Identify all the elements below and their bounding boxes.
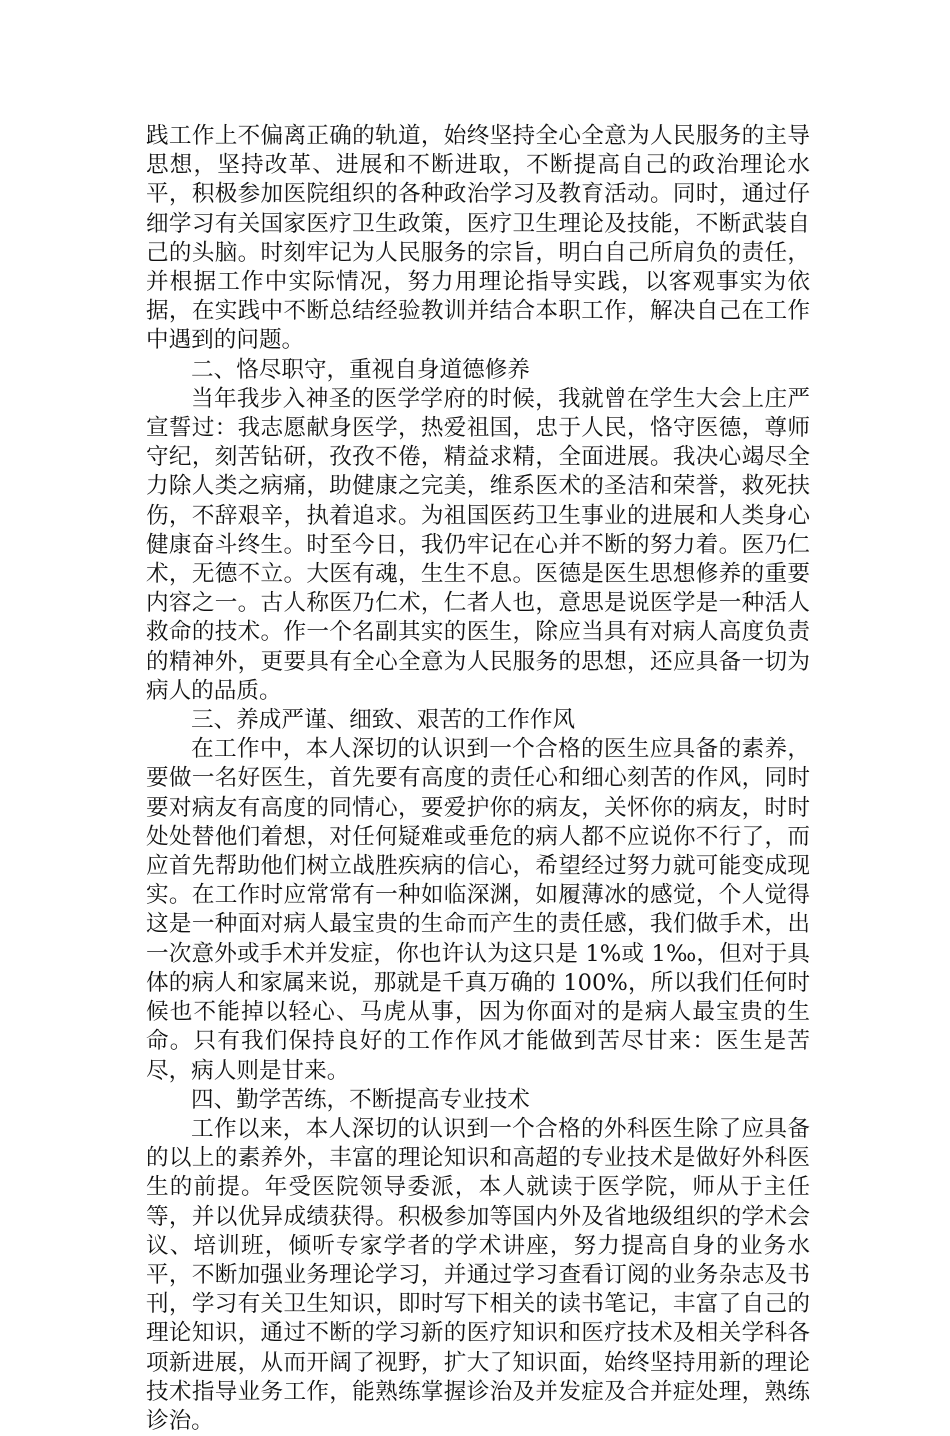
paragraph-section-4: 工作以来，本人深切的认识到一个合格的外科医生除了应具备的以上的素养外，丰富的理论知识和高超的专业技术是做好外科医生的前提。年受医院领导委派，本人就读于医学院，师从于主任等，并以优异成绩获得。积极参加等国内外及省地级组织的学术会议、培训班，倾听专家学者的学术讲座，努力提高自身的业务水平，不断加强业务理论学习，并通过学习查看订阅的业务杂志及书刊，学习有关卫生知识，即时写下相关的读书笔记，丰富了自己的理论知识，通过不断的学习新的医疗知识和医疗技术及相关学科各项新进展，从而开阔了视野，扩大了知识面，始终坚持用新的理论技术指导业务工作，能熟练掌握诊治及并发症及合并症处理，熟练诊治。: [146, 1115, 810, 1434]
section-heading-2: 二、恪尽职守，重视自身道德修养: [191, 356, 530, 383]
section-heading-3: 三、养成严谨、细致、艰苦的工作作风: [191, 707, 576, 734]
paragraph-section-3: 在工作中，本人深切的认识到一个合格的医生应具备的素养，要做一名好医生，首先要有高度的责任心和细心刻苦的作风，同时要对病友有高度的同情心，要爱护你的病友，关怀你的病友，时时处处替他们着想，对任何疑难或垂危的病人都不应说你不行了，而应首先帮助他们树立战胜疾病的信心，希望经过努力就可能变成现实。在工作时应常常有一种如临深渊，如履薄冰的感觉，个人觉得这是一种面对病人最宝贵的生命而产生的责任感，我们做手术，出一次意外或手术并发症，你也许认为这只是 1%或 1‰，但对于具体的病人和家属来说，那就是千真万确的 100%，所以我们任何时候也不能掉以轻心、马虎从事，因为你面对的是病人最宝贵的生命。只有我们保持良好的工作作风才能做到苦尽甘来：医生是苦尽，病人则是甘来。: [146, 736, 810, 1084]
paragraph-section-2: 当年我步入神圣的医学学府的时候，我就曾在学生大会上庄严宣誓过：我志愿献身医学，热爱祖国，忠于人民，恪守医德，尊师守纪，刻苦钻研，孜孜不倦，精益求精，全面进展。我决心竭尽全力除人类之病痛，助健康之完美，维系医术的圣洁和荣誉，救死扶伤，不辞艰辛，执着追求。为祖国医药卫生事业的进展和人类身心健康奋斗终生。时至今日，我仍牢记在心并不断的努力着。医乃仁术，无德不立。大医有魂，生生不息。医德是医生思想修养的重要内容之一。古人称医乃仁术，仁者人也，意思是说医学是一种活人救命的技术。作一个名副其实的医生，除应当具有对病人高度负责的精神外，更要具有全心全意为人民服务的思想，还应具备一切为病人的品质。: [146, 385, 810, 704]
section-heading-4: 四、勤学苦练，不断提高专业技术: [191, 1086, 530, 1113]
paragraph-intro: 践工作上不偏离正确的轨道，始终坚持全心全意为人民服务的主导思想，坚持改革、进展和不断进取，不断提高自己的政治理论水平，积极参加医院组织的各种政治学习及教育活动。同时，通过仔细学习有关国家医疗卫生政策，医疗卫生理论及技能，不断武装自己的头脑。时刻牢记为人民服务的宗旨，明白自己所肩负的责任，并根据工作中实际情况，努力用理论指导实践，以客观事实为依据，在实践中不断总结经验教训并结合本职工作，解决自己在工作中遇到的问题。: [146, 123, 810, 354]
document-page: [146, 122, 810, 1436]
